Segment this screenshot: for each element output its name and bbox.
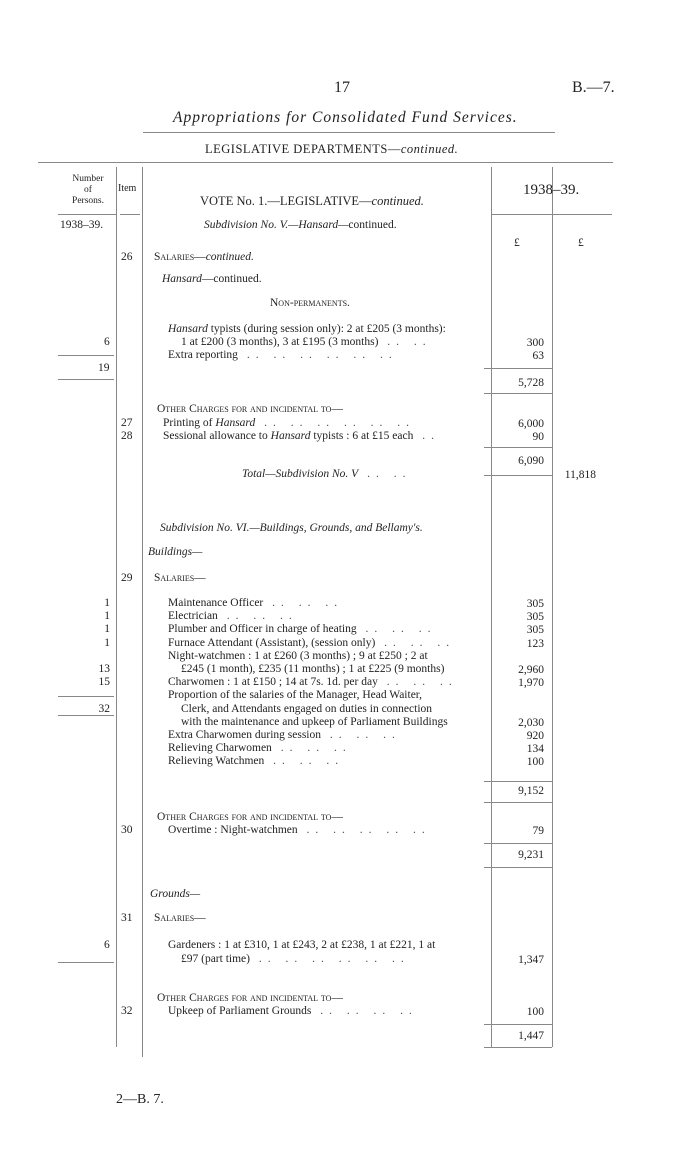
salaries-heading: Salaries—	[154, 912, 206, 924]
persons-subtotal-rule	[58, 962, 114, 963]
amount-value: 6,000	[518, 418, 544, 430]
salaries-heading: Salaries—	[154, 572, 206, 584]
persons-subtotal-rule	[58, 696, 114, 697]
salary-row	[168, 742, 352, 754]
hansard-typists-line2	[181, 336, 432, 348]
hansard-label: Hansard	[162, 273, 202, 285]
amount-subtotal-rule	[484, 781, 552, 782]
header-bottom-rule-persons	[58, 214, 116, 215]
amount-value: 2,960	[518, 664, 544, 676]
leader-dots: .. .. ..	[271, 742, 352, 754]
persons-count: 1	[104, 610, 110, 622]
salary-row-text: Night-watchmen : 1 at £260 (3 months) ; 9 at £250 ; 2 at	[168, 650, 428, 662]
amount-value: 79	[532, 825, 544, 837]
amount-value: 63	[532, 350, 544, 362]
item-column-header: Item	[118, 183, 137, 194]
pound-sign-totals: £	[578, 237, 584, 249]
total-column-divider	[552, 167, 553, 1047]
leader-dots: .. .. .. .. .. ..	[237, 349, 398, 361]
typists-text: typists (during session only): 2 at £205 (3 months):	[207, 323, 446, 335]
leader-dots: .. .. ..	[263, 597, 344, 609]
total-value: 11,818	[564, 469, 596, 481]
salary-row-text: with the maintenance and upkeep of Parliament Buildings	[181, 716, 448, 728]
subtotal-value: 9,152	[518, 785, 544, 797]
non-permanents-heading: Non-permanents.	[270, 297, 350, 309]
printing-text: Printing of	[163, 417, 216, 429]
salary-row-text: £245 (1 month), £235 (11 months) ; 1 at £225 (9 months)	[181, 663, 445, 675]
salary-row-text: Relieving Watchmen	[168, 755, 265, 767]
item-number: 32	[121, 1005, 133, 1017]
item-number: 28	[121, 430, 133, 442]
item-number: 27	[121, 417, 133, 429]
persons-year: 1938–39.	[60, 219, 104, 231]
gardeners-line2	[181, 953, 410, 965]
subdivision-v-title	[204, 219, 397, 231]
typists-line2-text: 1 at £200 (3 months), 3 at £195 (3 months)	[181, 336, 379, 348]
gardeners-line2-text: £97 (part time)	[181, 953, 250, 965]
item-number: 31	[121, 912, 133, 924]
page-number: 17	[334, 79, 350, 96]
leader-dots: .. .. ..	[375, 637, 456, 649]
salary-row-text: Furnace Attendant (Assistant), (session only)	[168, 637, 376, 649]
salary-row-text: Electrician	[168, 610, 218, 622]
hansard-word: Hansard	[270, 430, 311, 442]
section-name: LEGISLATIVE DEPARTMENTS—	[205, 142, 401, 156]
leader-dots: .. .. ..	[321, 729, 401, 741]
extra-reporting	[168, 349, 398, 361]
amount-value: 305	[526, 598, 544, 610]
salary-row	[168, 689, 422, 701]
subtotal-value: 5,728	[518, 377, 544, 389]
year-column-header: 1938–39.	[523, 182, 580, 198]
amount-value: 305	[526, 624, 544, 636]
salary-row-text: Proportion of the salaries of the Manager, Head Waiter,	[168, 689, 423, 701]
persons-count: 1	[104, 637, 110, 649]
salary-row-text: Maintenance Officer	[168, 597, 264, 609]
document-reference: B.—7.	[572, 79, 615, 96]
amount-value: 134	[526, 743, 544, 755]
persons-header-line: of	[84, 185, 92, 195]
salary-row	[168, 637, 455, 649]
hansard-heading	[162, 273, 262, 285]
title-rule	[143, 132, 555, 133]
salary-row	[181, 703, 432, 715]
total-label: Total—Subdivision No. V	[242, 468, 359, 480]
salaries-continued: continued.	[205, 251, 254, 263]
hansard-word: Hansard	[168, 323, 208, 335]
leader-dots: .. .. ..	[264, 755, 345, 767]
salary-row	[168, 597, 343, 609]
grounds-heading: Grounds—	[150, 888, 201, 900]
salary-row	[181, 716, 448, 728]
salary-row-text: Clerk, and Attendants engaged on duties in connection	[181, 703, 433, 715]
persons-header-line: Number	[72, 174, 104, 184]
buildings-heading: Buildings—	[148, 546, 203, 558]
salary-row-text: Relieving Charwomen	[168, 742, 272, 754]
amount-subtotal-rule	[484, 867, 552, 868]
sessional-text: Sessional allowance to	[163, 430, 271, 442]
hansard-typists-line1	[168, 323, 446, 335]
subtotal-value: 9,231	[518, 849, 544, 861]
amount-subtotal-rule	[484, 1047, 552, 1048]
salary-row	[168, 650, 428, 662]
upkeep-line	[168, 1005, 418, 1017]
persons-column-divider	[116, 167, 117, 1047]
persons-count: 32	[98, 703, 110, 715]
vote-title	[200, 194, 424, 209]
salary-row	[168, 755, 344, 767]
persons-subtotal-rule	[58, 715, 114, 716]
amount-value: 2,030	[518, 717, 544, 729]
salaries-label: Salaries—	[154, 251, 206, 263]
sessional-allowance	[163, 430, 440, 442]
gardeners-line1: Gardeners : 1 at £310, 1 at £243, 2 at £238, 1 at £221, 1 at	[168, 939, 436, 951]
subdivision-v-total	[242, 468, 411, 480]
persons-total: 19	[98, 362, 110, 374]
section-rule	[38, 162, 613, 163]
amount-subtotal-rule	[484, 368, 552, 369]
item-column-divider	[142, 167, 143, 1057]
leader-dots: .. .. .. .. .. ..	[255, 417, 415, 429]
amount-subtotal-rule	[484, 393, 552, 394]
sessional-text-end: typists : 6 at £15 each	[310, 430, 414, 442]
persons-count: 6	[104, 939, 110, 951]
salary-row-text: Charwomen : 1 at £150 ; 14 at 7s. 1d. per day	[168, 676, 378, 688]
subdivision-v-name: Subdivision No. V.—Hansard—	[204, 219, 349, 231]
leader-dots: .. ..	[358, 468, 412, 480]
persons-count: 1	[104, 623, 110, 635]
subdivision-vi-title: Subdivision No. VI.—Buildings, Grounds, and Bellamy's.	[160, 522, 423, 534]
salary-row-text: Plumber and Officer in charge of heating	[168, 623, 357, 635]
footer-reference: 2—B. 7.	[116, 1092, 164, 1107]
leader-dots: ..	[413, 430, 440, 442]
leader-dots: .. .. .. .. .. ..	[249, 953, 410, 965]
header-bottom-rule-year	[491, 214, 612, 215]
amount-column-divider	[491, 167, 492, 1047]
amount-value: 123	[526, 638, 544, 650]
salary-row	[168, 676, 458, 688]
amount-subtotal-rule	[484, 802, 552, 803]
persons-header-line: Persons.	[72, 196, 104, 206]
persons-count: 1	[104, 597, 110, 609]
other-charges-heading: Other Charges for and incidental to—	[157, 403, 343, 415]
amount-value: 1,970	[518, 677, 544, 689]
persons-subtotal-rule	[58, 355, 114, 356]
subtotal-value: 1,447	[518, 1030, 544, 1042]
amount-subtotal-rule	[484, 843, 552, 844]
section-continued: continued.	[400, 142, 459, 156]
subdivision-v-continued: continued.	[348, 219, 397, 231]
item-number: 29	[121, 572, 133, 584]
leader-dots: .. .. ..	[217, 610, 298, 622]
hansard-word: Hansard	[215, 417, 256, 429]
other-charges-heading: Other Charges for and incidental to—	[157, 992, 343, 1004]
vote-title-text: VOTE No. 1.—LEGISLATIVE—	[200, 194, 372, 208]
extra-reporting-text: Extra reporting	[168, 349, 238, 361]
persons-count: 15	[98, 676, 110, 688]
item-number: 30	[121, 824, 133, 836]
subtotal-value: 6,090	[518, 455, 544, 467]
other-charges-heading: Other Charges for and incidental to—	[157, 811, 343, 823]
salary-row	[168, 729, 401, 741]
salary-row-text: Extra Charwomen during session	[168, 729, 321, 741]
section-heading	[205, 142, 458, 157]
amount-value: 100	[526, 1006, 544, 1018]
persons-subtotal-rule	[58, 379, 114, 380]
page-title: Appropriations for Consolidated Fund Services.	[173, 109, 518, 126]
leader-dots: .. .. .. ..	[311, 1005, 418, 1017]
amount-value: 100	[526, 756, 544, 768]
amount-value: 920	[526, 730, 544, 742]
hansard-continued: —continued.	[201, 273, 262, 285]
persons-count: 13	[98, 663, 110, 675]
overtime-line	[168, 824, 431, 836]
amount-value: 1,347	[518, 954, 544, 966]
amount-subtotal-rule	[484, 1024, 552, 1025]
upkeep-text: Upkeep of Parliament Grounds	[168, 1005, 312, 1017]
vote-title-continued: continued.	[371, 194, 424, 208]
persons-column-header	[60, 174, 116, 207]
salary-row	[181, 663, 444, 675]
header-bottom-rule-item	[120, 214, 140, 215]
salaries-heading	[154, 251, 254, 263]
item-number: 26	[121, 251, 133, 263]
salary-row	[168, 623, 437, 635]
amount-value: 305	[526, 611, 544, 623]
printing-of-hansard	[163, 417, 415, 429]
total-rule	[484, 475, 552, 476]
leader-dots: .. ..	[378, 336, 432, 348]
leader-dots: .. .. ..	[377, 676, 458, 688]
amount-value: 90	[532, 431, 544, 443]
amount-subtotal-rule	[484, 447, 552, 448]
pound-sign-amounts: £	[514, 237, 520, 249]
leader-dots: .. .. ..	[356, 623, 437, 635]
amount-value: 300	[526, 337, 544, 349]
leader-dots: .. .. .. .. ..	[297, 824, 431, 836]
overtime-text: Overtime : Night-watchmen	[168, 824, 298, 836]
persons-count: 6	[104, 336, 110, 348]
salary-row	[168, 610, 298, 622]
